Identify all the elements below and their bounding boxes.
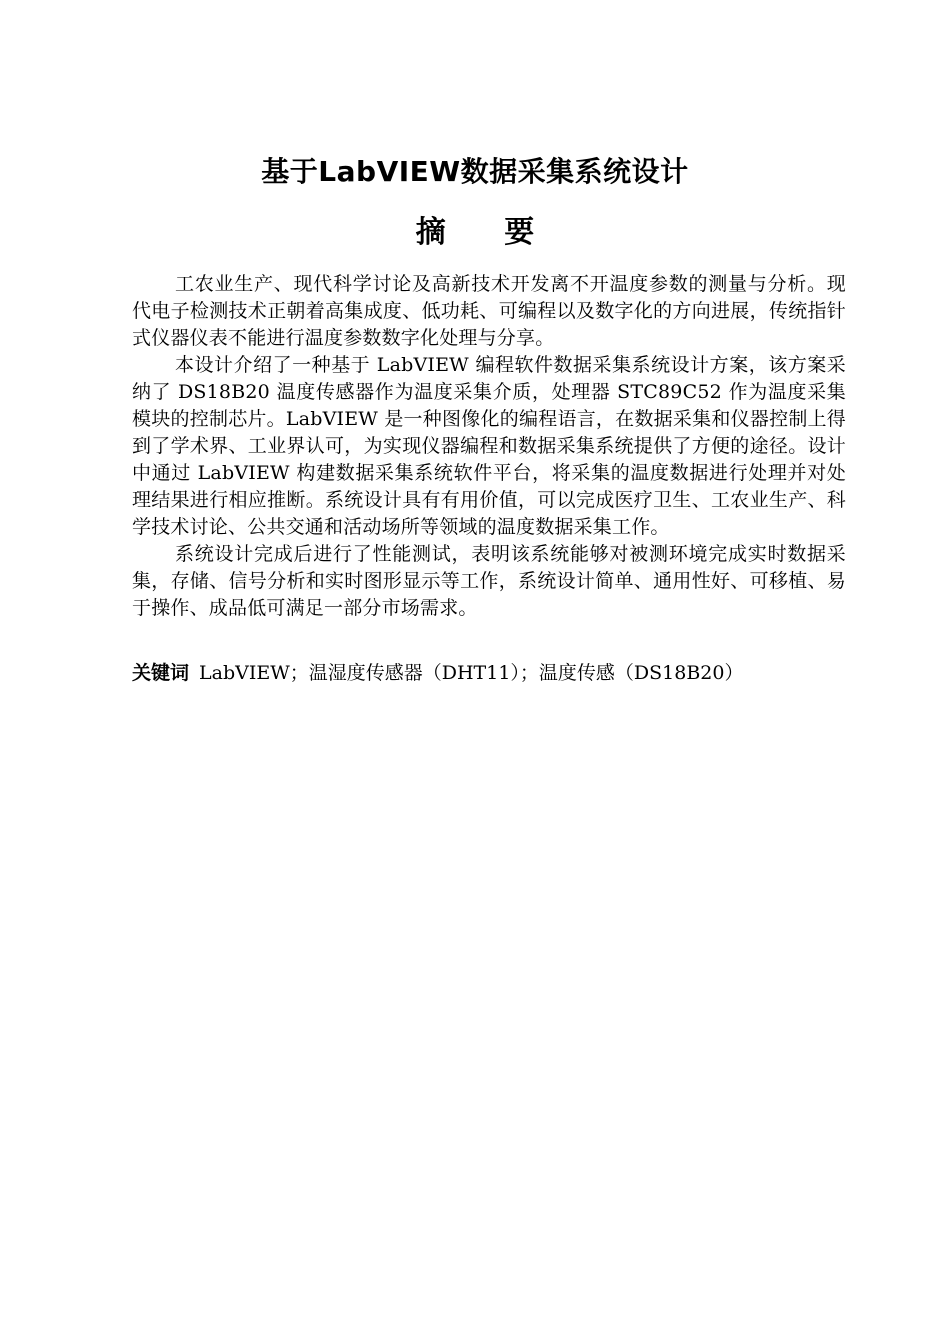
keywords-line <box>132 660 846 687</box>
abstract-heading: 摘 要 <box>415 215 559 250</box>
abstract-paragraph-3: 系统设计完成后进行了性能测试，表明该系统能够对被测环境完成实时数据采集，存储、信号分析和实时图形显示等工作，系统设计简单、通用性好、可移植、易于操作、成品低可满足一部分市场需求。 <box>132 543 846 619</box>
abstract-body <box>132 271 846 622</box>
keywords-text: LabVIEW；温湿度传感器（DHT11）；温度传感（DS18B20） <box>199 662 744 684</box>
keywords-label: 关键词 <box>132 662 190 684</box>
abstract-paragraph-2: 本设计介绍了一种基于 LabVIEW 编程软件数据采集系统设计方案，该方案采纳了 DS18B20 温度传感器作为温度采集介质，处理器 STC89C52 作为温度采集模块的控制芯片。LabVIEW 是一种图像化的编程语言，在数据采集和仪器控制上得到了学术界、工业界认可，为实现仪器编程和数据采集系统提供了方便的途径。设计中通过 LabVIEW 构建数据采集系统软件平台，将采集的温度数据进行处理并对处理结果进行相应推断。系统设计具有有用价值，可以完成医疗卫生、工农业生产、科学技术讨论、公共交通和活动场所等领域的温度数据采集工作。 <box>132 354 846 538</box>
abstract-paragraph-1: 工农业生产、现代科学讨论及高新技术开发离不开温度参数的测量与分析。现代电子检测技术正朝着高集成度、低功耗、可编程以及数字化的方向进展，传统指针式仪器仪表不能进行温度参数数字化处理与分享。 <box>132 273 846 349</box>
document-title: 基于LabVIEW数据采集系统设计 <box>261 155 689 188</box>
